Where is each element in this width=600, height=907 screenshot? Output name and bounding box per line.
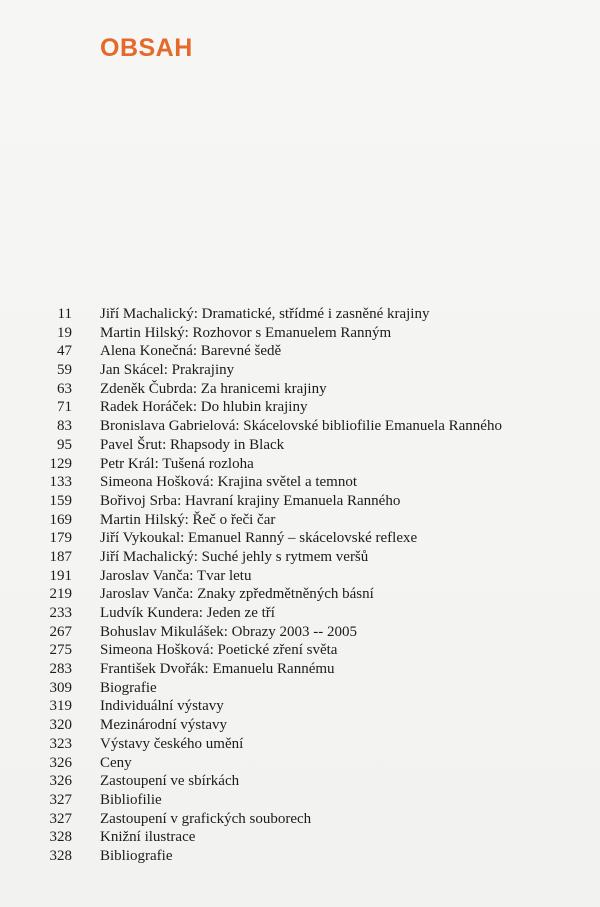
toc-entry-text: Simeona Hošková: Krajina světel a temnot	[100, 474, 358, 491]
toc-entry	[0, 305, 600, 324]
toc-page-number: 219	[49, 586, 72, 603]
toc-entry-text: Zastoupení ve sbírkách	[100, 773, 240, 790]
toc-entry	[0, 791, 600, 810]
toc-entry-text: Jaroslav Vanča: Znaky zpředmětněných básní	[100, 586, 374, 603]
toc-page-number: 328	[49, 829, 72, 846]
toc-entry-text: Ludvík Kundera: Jeden ze tří	[100, 605, 275, 621]
toc-entry-text: Jiří Machalický: Dramatické, střídmé i zasněné krajiny	[100, 306, 430, 322]
toc-entry-text: Bořivoj Srba: Havraní krajiny Emanuela Ranného	[100, 492, 401, 509]
toc-entry	[0, 604, 600, 623]
toc-entry-text: Biografie	[100, 679, 157, 696]
toc-entry	[0, 436, 600, 455]
toc-page-number: 326	[49, 754, 72, 771]
toc-entry	[0, 716, 600, 735]
toc-entry-text: Mezinárodní výstavy	[100, 717, 228, 734]
toc-entry-text: Individuální výstavy	[100, 698, 224, 715]
toc-page-number: 327	[49, 810, 72, 827]
toc-page-number: 328	[49, 847, 72, 864]
toc-entry-text: Bibliografie	[100, 847, 173, 864]
toc-page-number: 320	[49, 717, 72, 734]
toc-entry	[0, 398, 600, 417]
toc-page-number: 159	[49, 492, 72, 509]
toc-page-number: 129	[49, 455, 72, 472]
toc-page-number: 187	[49, 548, 72, 565]
toc-page-number: 19	[57, 324, 72, 341]
toc-page-number: 233	[49, 605, 72, 621]
toc-entry	[0, 380, 600, 399]
table-of-contents	[0, 305, 600, 866]
toc-entry	[0, 641, 600, 660]
toc-entry	[0, 511, 600, 530]
toc-entry-text: Knižní ilustrace	[100, 829, 196, 846]
toc-entry	[0, 473, 600, 492]
toc-entry-text: Výstavy českého umění	[100, 735, 244, 752]
toc-page-number: 327	[49, 791, 72, 808]
toc-entry	[0, 810, 600, 829]
toc-entry-text: Bibliofilie	[100, 791, 162, 808]
toc-page-number: 326	[49, 773, 72, 790]
toc-entry	[0, 660, 600, 679]
toc-entry	[0, 754, 600, 773]
toc-entry-text: Martin Hilský: Řeč o řeči čar	[100, 511, 276, 528]
toc-entry-text: Simeona Hošková: Poetické zření světa	[100, 642, 338, 659]
toc-page-number: 179	[49, 530, 72, 547]
toc-entry	[0, 735, 600, 754]
toc-entry-text: Bohuslav Mikulášek: Obrazy 2003 -- 2005	[100, 623, 358, 640]
toc-entry	[0, 342, 600, 361]
toc-entry	[0, 679, 600, 698]
toc-entry	[0, 847, 600, 866]
toc-entry-text: Bronislava Gabrielová: Skácelovské bibliofilie Emanuela Ranného	[100, 418, 502, 435]
toc-entry-text: Jan Skácel: Prakrajiny	[100, 362, 235, 379]
toc-page-number: 283	[49, 661, 72, 678]
toc-entry-text: Martin Hilský: Rozhovor s Emanuelem Ranným	[100, 324, 392, 341]
toc-entry	[0, 417, 600, 436]
toc-page-number: 47	[57, 343, 72, 360]
toc-page-number: 191	[49, 567, 72, 584]
toc-entry-text: Petr Král: Tušená rozloha	[100, 455, 254, 472]
toc-entry-text: Zdeněk Čubrda: Za hranicemi krajiny	[100, 380, 327, 397]
toc-entry	[0, 548, 600, 567]
toc-entry-text: František Dvořák: Emanuelu Rannému	[100, 661, 335, 678]
toc-entry	[0, 697, 600, 716]
toc-entry-text: Pavel Šrut: Rhapsody in Black	[100, 436, 285, 453]
toc-page-number: 63	[57, 380, 72, 397]
toc-page-number: 275	[49, 642, 72, 659]
toc-entry	[0, 455, 600, 474]
toc-page-number: 133	[49, 474, 72, 491]
toc-entry-text: Jiří Vykoukal: Emanuel Ranný – skácelovské reflexe	[100, 530, 418, 547]
toc-entry	[0, 529, 600, 548]
toc-entry-text: Ceny	[100, 754, 132, 771]
toc-page-number: 71	[57, 399, 72, 416]
toc-entry	[0, 492, 600, 511]
toc-entry	[0, 772, 600, 791]
toc-entry-text: Jiří Machalický: Suché jehly s rytmem veršů	[100, 548, 369, 565]
toc-page-number: 169	[49, 511, 72, 528]
toc-page-number: 267	[49, 623, 72, 640]
toc-entry	[0, 361, 600, 380]
toc-page-number: 309	[49, 679, 72, 696]
toc-entry	[0, 585, 600, 604]
toc-page-number: 323	[49, 735, 72, 752]
toc-entry	[0, 324, 600, 343]
toc-entry	[0, 623, 600, 642]
toc-page-number: 11	[57, 306, 72, 322]
toc-page-number: 95	[57, 436, 72, 453]
toc-page-number: 59	[57, 362, 72, 379]
toc-entry-text: Jaroslav Vanča: Tvar letu	[100, 567, 252, 584]
toc-page-number: 83	[57, 418, 72, 435]
toc-entry	[0, 567, 600, 586]
toc-entry-text: Alena Konečná: Barevné šedě	[100, 343, 282, 360]
toc-page-number: 319	[49, 698, 72, 715]
toc-entry-text: Zastoupení v grafických souborech	[100, 810, 312, 827]
page-title: OBSAH	[100, 34, 193, 62]
toc-entry	[0, 828, 600, 847]
toc-entry-text: Radek Horáček: Do hlubin krajiny	[100, 399, 308, 416]
